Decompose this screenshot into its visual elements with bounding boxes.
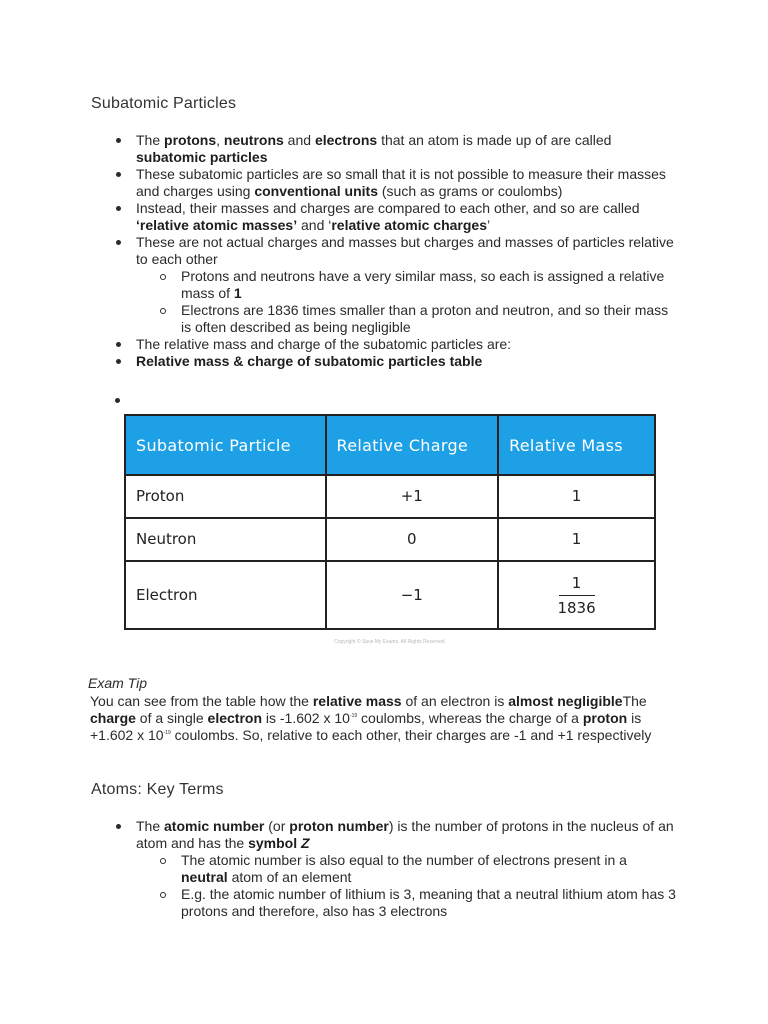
- cell-mass: 1: [498, 518, 655, 561]
- list-item: The atomic number (or proton number) is the number of protons in the nucleus of an atom and has the symbol Z The atomic number is also equal to the number of electrons present in a neutral atom of an element E.g. the atomic number of lithium is 3, meaning that a neutral lithium atom has 3 protons and therefore, also has 3 electrons: [136, 818, 676, 919]
- sub-list-item: Protons and neutrons have a very similar mass, so each is assigned a relative mass of 1: [181, 268, 676, 302]
- cell-charge: +1: [326, 475, 499, 518]
- cell-mass: [498, 561, 655, 629]
- header-relative-mass: Relative Mass: [498, 415, 655, 475]
- sub-list-item: E.g. the atomic number of lithium is 3, meaning that a neutral lithium atom has 3 protons and therefore, also has 3 electrons: [181, 886, 676, 919]
- cell-mass: 1: [498, 475, 655, 518]
- table-row: [125, 561, 655, 629]
- fraction-denominator: 1836: [557, 598, 596, 617]
- section-title-atoms-key-terms: Atoms: Key Terms: [91, 781, 224, 798]
- cell-particle: Proton: [125, 475, 326, 518]
- key-terms-list: [136, 818, 676, 920]
- fraction: [557, 573, 595, 618]
- exam-tip-label: Exam Tip: [88, 675, 148, 691]
- section-title-subatomic-particles: Subatomic Particles: [91, 95, 237, 112]
- subatomic-particles-list: [136, 132, 676, 370]
- header-relative-charge: Relative Charge: [326, 415, 499, 475]
- list-item: The protons, neutrons and electrons that an atom is made up of are called subatomic particles: [136, 132, 676, 166]
- cell-charge: 0: [326, 518, 499, 561]
- sub-list: [136, 852, 676, 920]
- list-item: These are not actual charges and masses but charges and masses of particles relative to each other Protons and neutrons have a very similar mass, so each is assigned a relative mass of 1 Electrons are 1836 times smaller than a proton and neutron, and so their mass is often described as being negligible: [136, 234, 676, 336]
- list-item: Relative mass & charge of subatomic particles table: [136, 353, 676, 370]
- cell-particle: Neutron: [125, 518, 326, 561]
- sub-list-item: The atomic number is also equal to the number of electrons present in a neutral atom of an element: [181, 852, 676, 886]
- copyright-notice: Copyright © Save My Exams. All Rights Reserved.: [334, 639, 446, 645]
- header-subatomic-particle: Subatomic Particle: [125, 415, 326, 475]
- table-row: [125, 475, 655, 518]
- subatomic-particles-table: [124, 414, 656, 630]
- exam-tip-body: You can see from the table how the relative mass of an electron is almost negligibleThe charge of a single electron is -1.602 x $10^{-19}$ coulombs, whereas the charge of a proton is +1.602 x $10^{-19}$ coulombs. So, relative to each other, their charges are -1 and +1 respectively: [90, 693, 652, 743]
- sub-list: [136, 268, 676, 336]
- list-item: Instead, their masses and charges are compared to each other, and so are called ‘relative atomic masses’ and ‘relative atomic charges’: [136, 200, 676, 234]
- table-header-row: [125, 415, 655, 475]
- cell-particle: Electron: [125, 561, 326, 629]
- subatomic-particles-table-figure: [124, 414, 656, 630]
- sub-list-item: Electrons are 1836 times smaller than a proton and neutron, and so their mass is often described as being negligible: [181, 302, 676, 336]
- list-item: These subatomic particles are so small that it is not possible to measure their masses and charges using conventional units (such as grams or coulombs): [136, 166, 676, 200]
- list-item: The relative mass and charge of the subatomic particles are:: [136, 336, 676, 353]
- cell-charge: −1: [326, 561, 499, 629]
- fraction-numerator: 1: [571, 573, 582, 592]
- empty-bullet: [115, 398, 120, 403]
- table-row: [125, 518, 655, 561]
- fraction-bar: [559, 595, 595, 596]
